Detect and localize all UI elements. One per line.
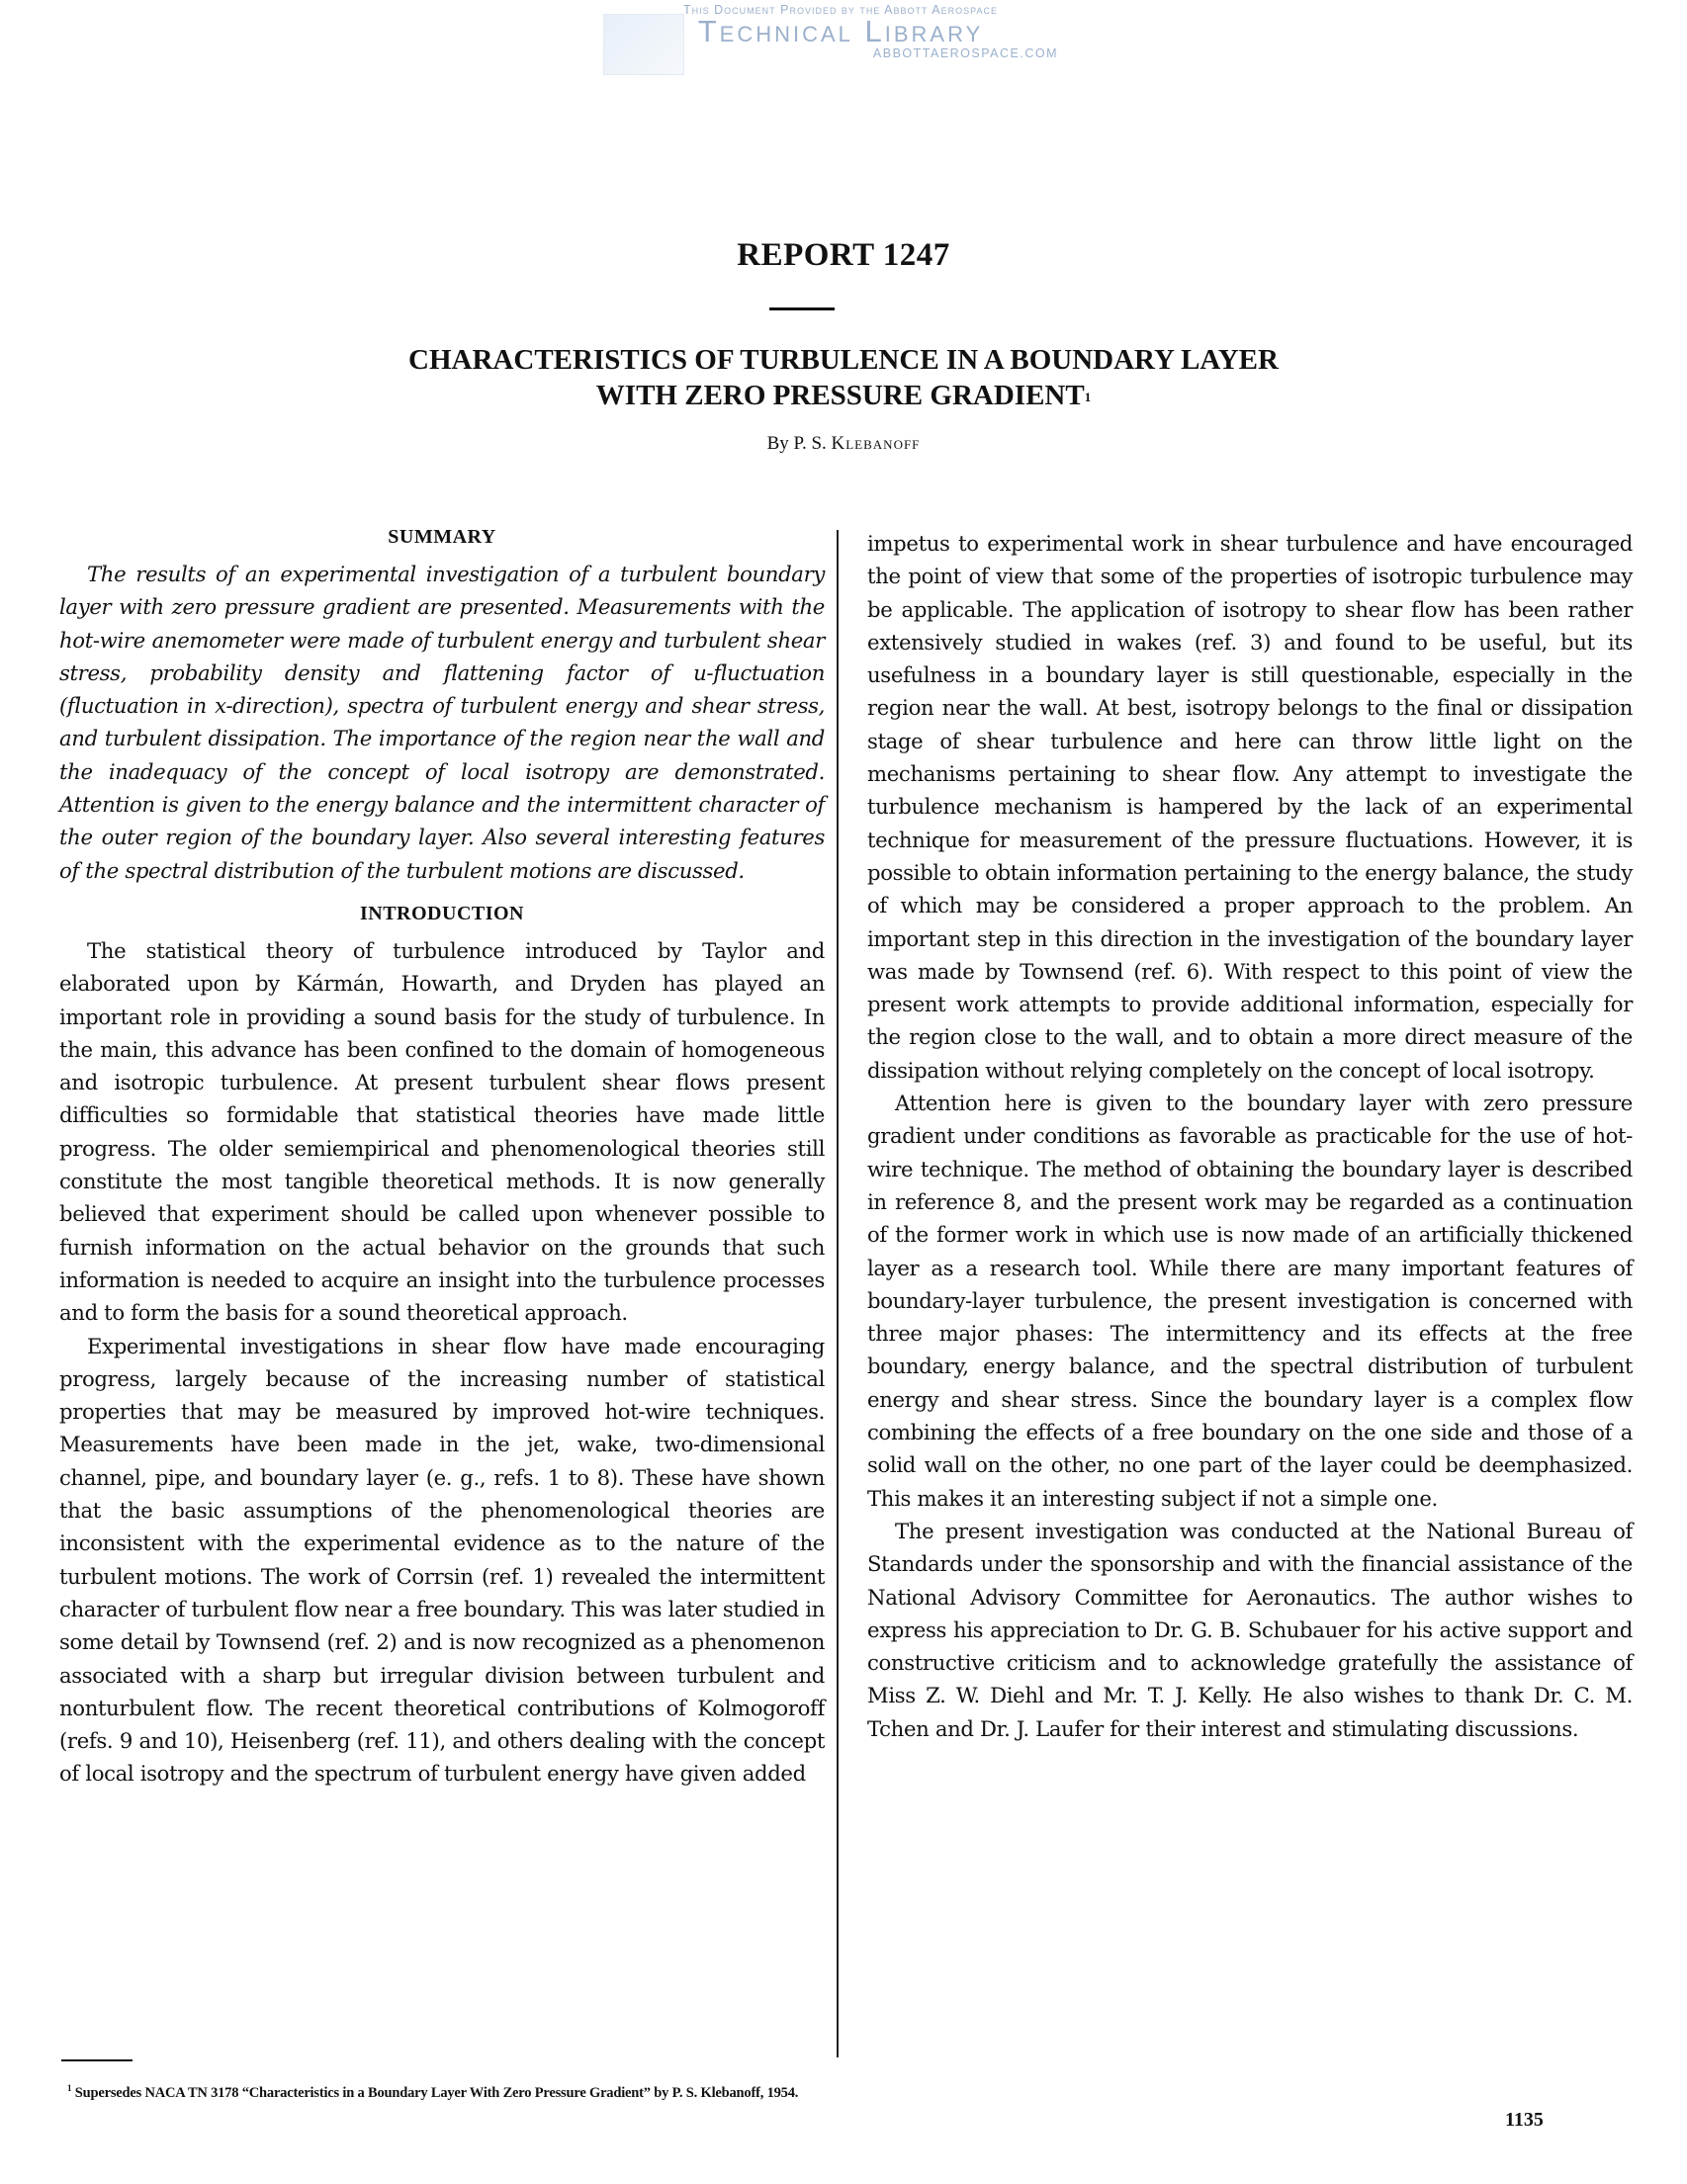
title-line-2 — [0, 378, 1687, 413]
summary-text: The results of an experimental investigation of a turbulent boundary layer with zero pressure gradient are presented. Measurements with the hot-wire anemometer were made of turbulent energy and turbulent shear stress, probability density and flattening factor of u-fluctuation (fluctuation in x-direction), spectra of turbulent energy and shear stress, and turbulent dissipation. The importance of the region near the wall and the inadequacy of the concept of local isotropy are demonstrated. Attention is given to the energy balance and the intermittent character of the outer region of the boundary layer. Also several interesting features of the spectral distribution of the turbulent motions are discussed. — [59, 562, 825, 883]
author-surname: Klebanoff — [831, 433, 921, 454]
intro-paragraph: Experimental investigations in shear flow have made encouraging progress, largely because of the increasing number of statistical properties that may be measured by improved hot-wire techniques. Measurements have been made in the jet, wake, two-dimensional channel, pipe, and boundary layer (e. g., refs. 1 to 8). These have shown that the basic assumptions of the phenomenological theories are inconsistent with the experimental evidence as to the nature of the turbulent motions. The work of Corrsin (ref. 1) revealed the intermittent character of turbulent flow near a free boundary. This was later studied in some detail by Townsend (ref. 2) and is now recognized as a phenomenon associated with a sharp but irregular division between turbulent and nonturbulent flow. The recent theoretical contributions of Kolmogoroff (refs. 9 and 10), Heisenberg (ref. 11), and others dealing with the concept of local isotropy and the spectrum of turbulent energy have given added — [59, 1333, 825, 1787]
paper-title — [0, 342, 1687, 413]
report-number: REPORT 1247 — [737, 237, 950, 273]
page-number: 1135 — [1505, 2109, 1544, 2131]
footnote — [67, 2083, 798, 2102]
column-divider — [837, 530, 839, 2057]
title-footnote-mark: 1 — [1084, 390, 1092, 404]
watermark-provided-by: This Document Provided by the Abbott Aerospace — [683, 3, 998, 17]
byline — [0, 433, 1687, 455]
intro-paragraph-continued: impetus to experimental work in shear turbulence and have encouraged the point of view that some of the properties of isotropic turbulence may be applicable. The application of isotropy to shear flow has been rather extensively studied in wakes (ref. 3) and found to be useful, but its usefulness in a boundary layer is still questionable, especially in the region near the wall. At best, isotropy belongs to the final or dissipation stage of shear turbulence and here can throw little light on the mechanisms pertaining to shear flow. Any attempt to investigate the turbulence mechanism is hampered by the lack of an experimental technique for measurement of the pressure fluctuations. However, it is possible to obtain information pertaining to the energy balance, the study of which may be considered a proper approach to the problem. An important step in this direction in the investigation of the boundary layer was made by Townsend (ref. 6). With respect to this point of view the present work attempts to provide additional information, especially for the region close to the wall, and to obtain a more direct measure of the dissipation without relying completely on the concept of local isotropy. — [867, 531, 1633, 1083]
summary-heading: SUMMARY — [388, 526, 496, 548]
title-line-2-text: WITH ZERO PRESSURE GRADIENT — [595, 380, 1085, 411]
watermark-library-name: Technical Library — [697, 14, 984, 48]
intro-paragraph: The statistical theory of turbulence introduced by Taylor and elaborated upon by Kármán, Howarth, and Dryden has played an important role in providing a sound basis for the study of turbulence. In the main, this advance has been confined to the domain of homogeneous and isotropic turbulence. At present turbulent shear flows present difficulties so formidable that statistical theories have made little progress. The older semiempirical and phenomenological theories still constitute the most tangible theoretical methods. It is now generally believed that experiment should be called upon whenever possible to furnish information on the actual behavior on the grounds that such information is needed to acquire an insight into the turbulence processes and to form the basis for a sound theoretical approach. — [59, 937, 825, 1326]
footnote-text: Supersedes NACA TN 3178 “Characteristics in a Boundary Layer With Zero Pressure Gradient” by P. S. Klebanoff, 1954. — [74, 2084, 799, 2101]
title-rule — [769, 307, 835, 310]
byline-prefix: By P. S. — [766, 433, 827, 454]
introduction-heading: INTRODUCTION — [359, 902, 525, 924]
abbott-aerospace-watermark — [593, 2, 1088, 77]
left-column — [59, 522, 825, 1791]
acknowledgment-paragraph: The present investigation was conducted at the National Bureau of Standards under the sponsorship and with the financial assistance of the National Advisory Committee for Aeronautics. The author wishes to express his appreciation to Dr. G. B. Schubauer for his active support and constructive criticism and to acknowledge gratefully the assistance of Miss Z. W. Diehl and Mr. T. J. Kelly. He also wishes to thank Dr. C. M. Tchen and Dr. J. Laufer for their interest and stimulating discussions. — [867, 1518, 1633, 1741]
right-column — [867, 527, 1633, 1745]
title-line-1: CHARACTERISTICS OF TURBULENCE IN A BOUNDARY LAYER — [408, 344, 1279, 376]
intro-paragraph: Attention here is given to the boundary layer with zero pressure gradient under conditions as favorable as practicable for the use of hot-wire technique. The method of obtaining the boundary layer is described in reference 8, and the present work may be regarded as a continuation of the former work in which use is now made of an artificially thickened layer as a research tool. While there are many important features of boundary-layer turbulence, the present investigation is concerned with three major phases: The intermittency and its effects at the free boundary, energy balance, and the spectral distribution of turbulent energy and shear stress. Since the boundary layer is a complex flow combining the effects of a free boundary on the one side and those of a solid wall on the other, no one part of the layer could be deemphasized. This makes it an interesting subject if not a simple one. — [867, 1091, 1633, 1511]
watermark-url: ABBOTTAEROSPACE.COM — [872, 46, 1058, 60]
footnote-rule — [61, 2059, 133, 2061]
footnote-mark: 1 — [67, 2083, 72, 2093]
